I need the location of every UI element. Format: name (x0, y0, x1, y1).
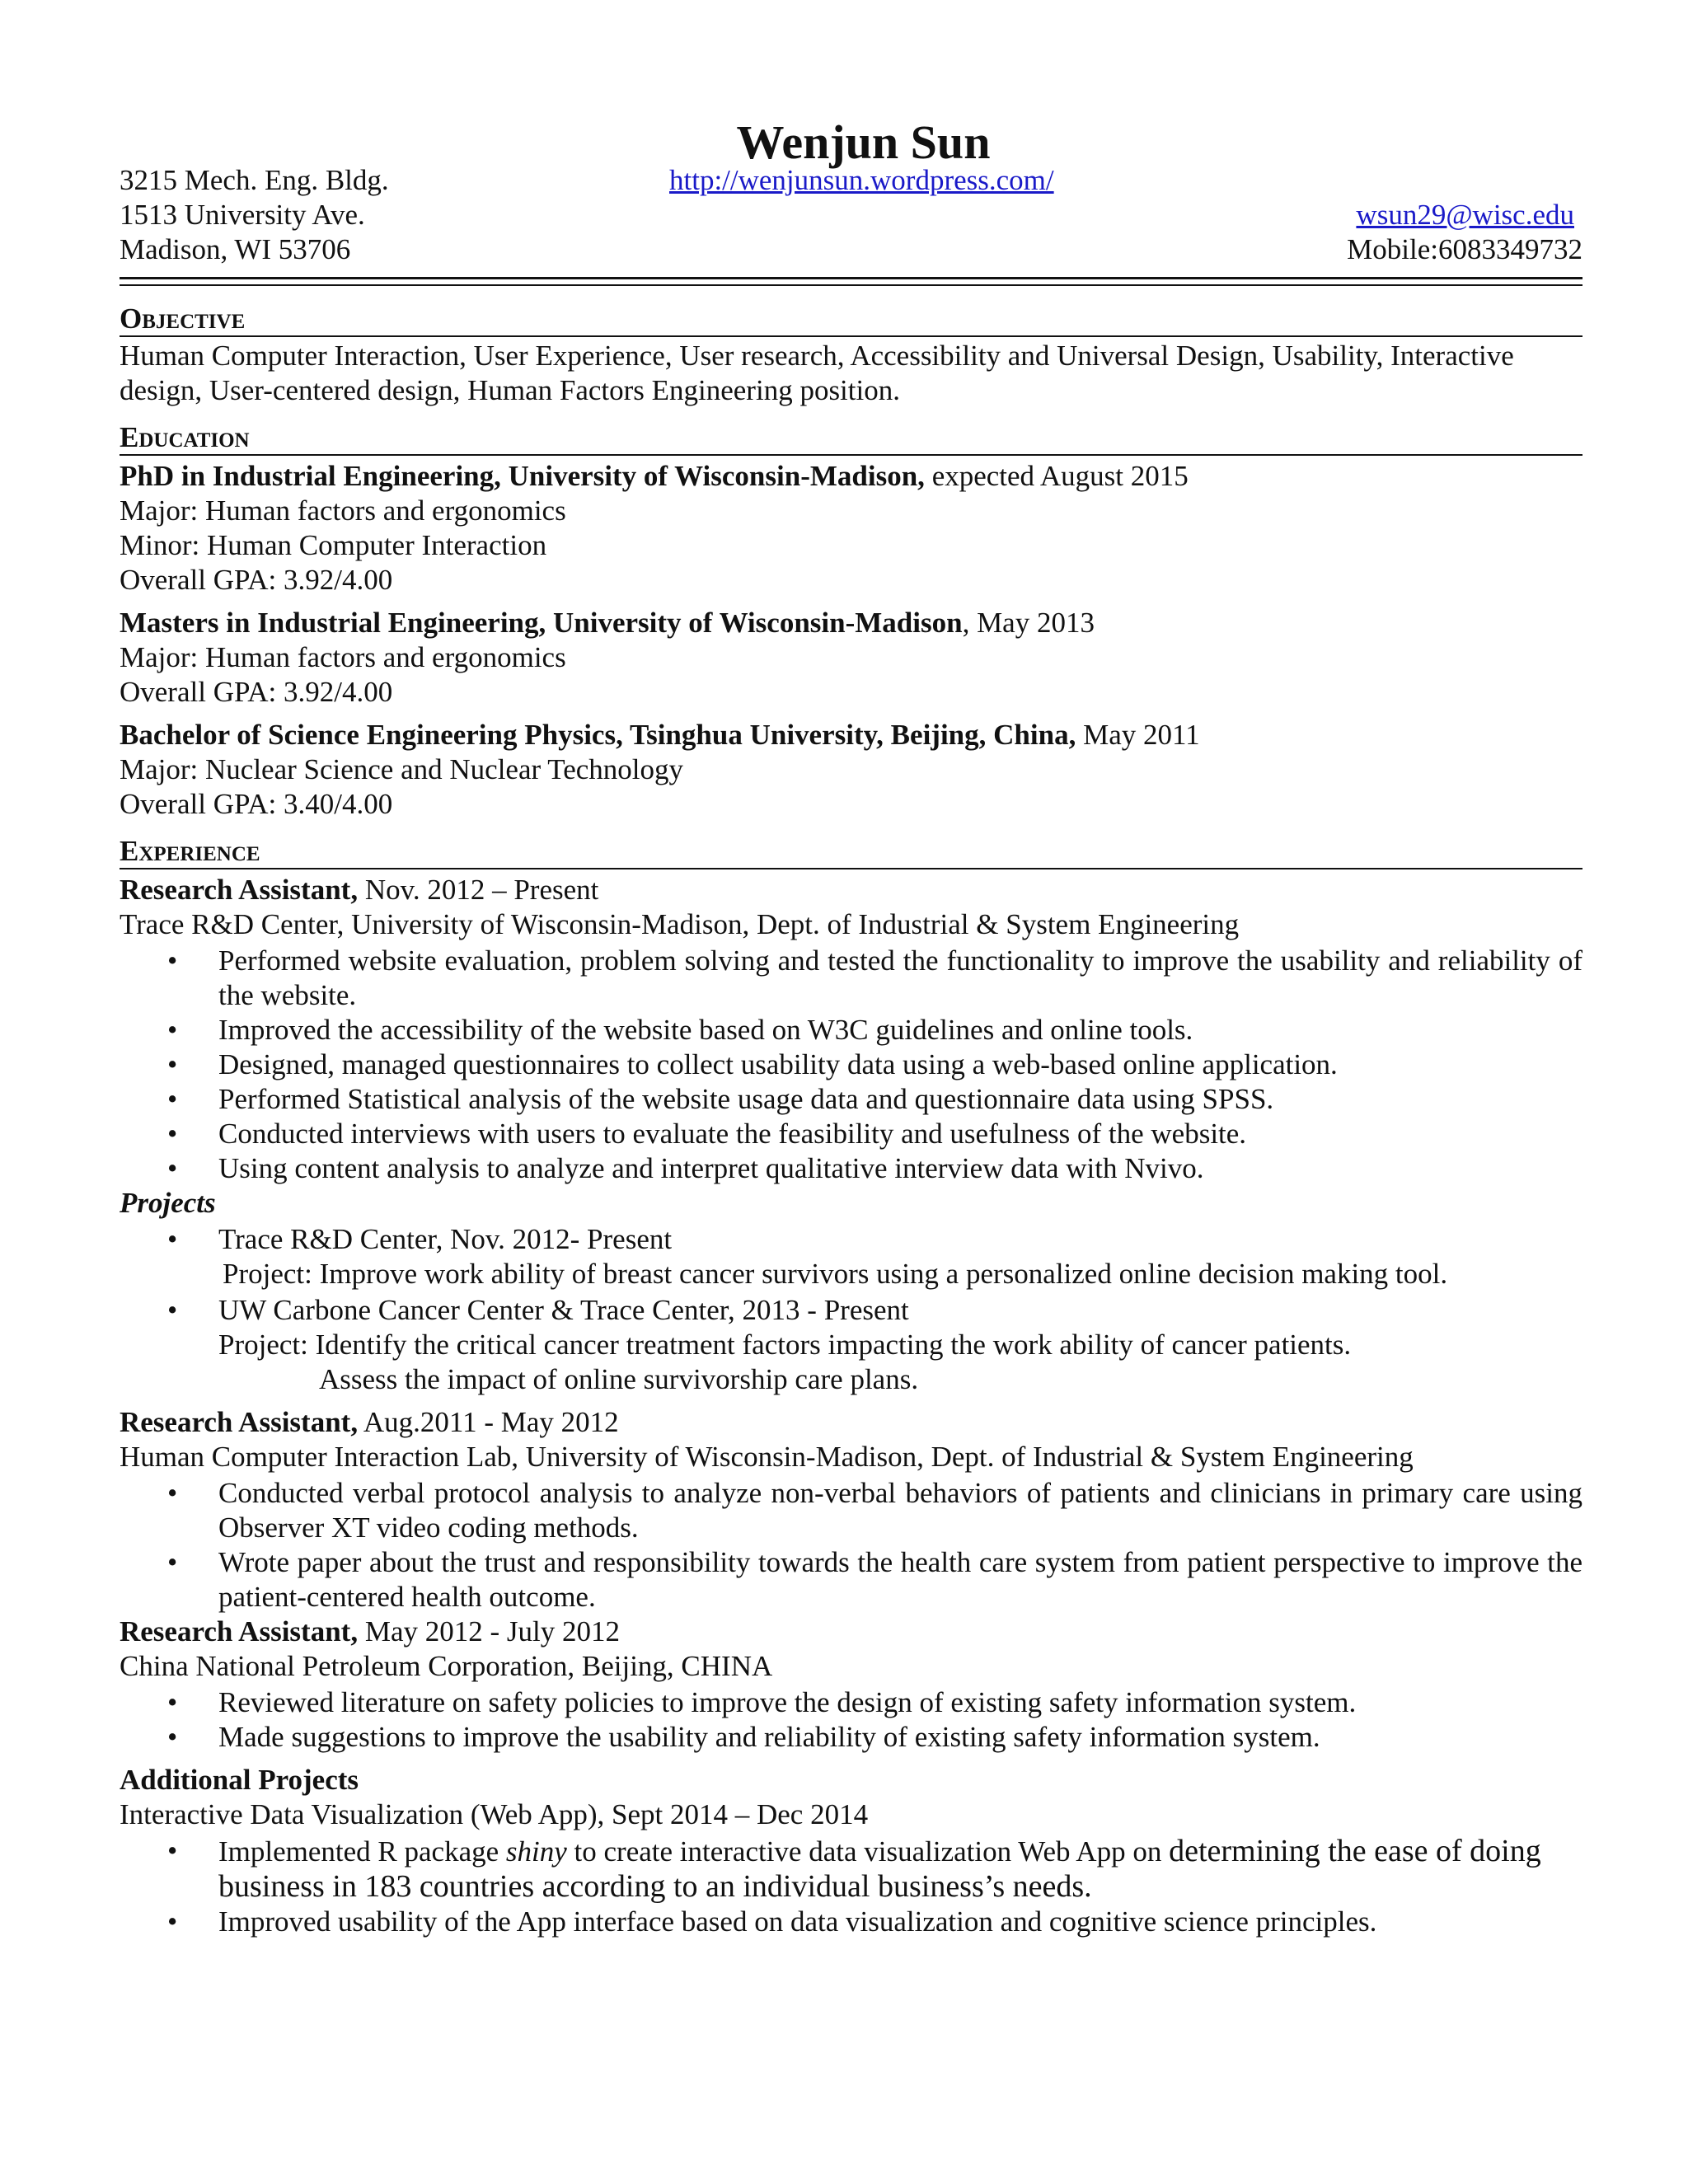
bullet-icon: • (167, 1118, 178, 1150)
bullet-icon: • (167, 1477, 178, 1509)
contact-row-3 (120, 232, 1582, 267)
additional-projects (120, 1763, 1582, 1939)
experience-heading: Experience (120, 835, 1582, 869)
header-divider (120, 277, 1582, 286)
masters-gpa: Overall GPA: 3.92/4.00 (120, 676, 393, 708)
address-line-3: Madison, WI 53706 (120, 233, 351, 265)
phd-date: expected August 2015 (924, 460, 1189, 492)
address-line-1: 3215 Mech. Eng. Bldg. (120, 164, 389, 196)
email-link[interactable]: wsun29@wisc.edu (1356, 199, 1574, 231)
list-item: • Made suggestions to improve the usability and reliability of existing safety information system. (167, 1721, 1320, 1753)
job1-bullets (120, 944, 1582, 1186)
phd-gpa: Overall GPA: 3.92/4.00 (120, 564, 393, 596)
bullet-icon: • (167, 944, 178, 977)
list-item: • Performed website evaluation, problem solving and tested the functionality to improve the usability and reliability of the website. (167, 944, 1582, 1011)
list-item: • Implemented R package shiny to create interactive data visualization Web App on determining the ease of doing business in 183 countries according to an individual business’s needs. (167, 1834, 1541, 1904)
address-line-2: 1513 University Ave. (120, 199, 365, 231)
bullet-icon: • (167, 1294, 178, 1326)
objective-heading: Objective (120, 302, 1582, 337)
projects-heading: Projects (120, 1187, 216, 1219)
bullet-icon: • (167, 1048, 178, 1080)
additional-projects-heading: Additional Projects (120, 1764, 359, 1796)
bullet-icon: • (167, 1083, 178, 1115)
masters-degree: Masters in Industrial Engineering, University of Wisconsin-Madison (120, 607, 963, 639)
projects-block (120, 1186, 1582, 1397)
project-2-description: Project: Identify the critical cancer treatment factors impacting the work ability of cancer patients. (218, 1329, 1352, 1361)
job2-org: Human Computer Interaction Lab, University of Wisconsin-Madison, Dept. of Industrial & System Engineering (120, 1441, 1414, 1473)
masters-date: , May 2013 (962, 607, 1095, 639)
list-item: • UW Carbone Cancer Center & Trace Center, 2013 - Present (167, 1294, 909, 1326)
job2-date: Aug.2011 - May 2012 (358, 1406, 619, 1438)
bullet-icon: • (167, 1014, 178, 1046)
bullet-icon: • (167, 1223, 178, 1255)
list-item: • Reviewed literature on safety policies to improve the design of existing safety information system. (167, 1686, 1357, 1718)
bachelor-degree: Bachelor of Science Engineering Physics, Tsinghua University, Beijing, China, (120, 719, 1076, 751)
phd-minor: Minor: Human Computer Interaction (120, 529, 547, 561)
job3-org: China National Petroleum Corporation, Beijing, CHINA (120, 1650, 773, 1682)
website-link[interactable]: http://wenjunsun.wordpress.com/ (669, 164, 1054, 196)
list-item: • Improved usability of the App interface based on data visualization and cognitive science principles. (167, 1905, 1377, 1938)
bullet-icon: • (167, 1152, 178, 1184)
bullet-icon: • (167, 1721, 178, 1753)
bachelor-major: Major: Nuclear Science and Nuclear Technology (120, 753, 683, 785)
job2-title: Research Assistant, (120, 1406, 359, 1438)
masters-major: Major: Human factors and ergonomics (120, 641, 566, 673)
experience-job-1 (120, 873, 1582, 1186)
experience-job-2 (120, 1405, 1582, 1615)
additional-project-title: Interactive Data Visualization (Web App), Sept 2014 – Dec 2014 (120, 1798, 869, 1830)
bullet-icon: • (167, 1905, 178, 1938)
job1-title: Research Assistant, (120, 874, 359, 906)
phd-degree: PhD in Industrial Engineering, University of Wisconsin-Madison, (120, 460, 925, 492)
list-item: • Conducted verbal protocol analysis to analyze non-verbal behaviors of patients and clinicians in primary care using Observer XT video coding methods. (167, 1477, 1582, 1544)
project-1-description: Project: Improve work ability of breast cancer survivors using a personalized online decision making tool. (223, 1258, 1448, 1290)
bullet-icon: • (167, 1686, 178, 1718)
job1-org: Trace R&D Center, University of Wisconsin-Madison, Dept. of Industrial & System Engineering (120, 908, 1240, 940)
job2-bullets (120, 1476, 1582, 1615)
job3-title: Research Assistant, (120, 1615, 359, 1647)
list-item: • Performed Statistical analysis of the website usage data and questionnaire data using SPSS. (167, 1083, 1274, 1115)
education-bachelor (120, 718, 1582, 822)
list-item: • Wrote paper about the trust and responsibility towards the health care system from patient perspective to improve the patient-centered health outcome. (167, 1546, 1582, 1613)
experience-job-3 (120, 1615, 1582, 1755)
bachelor-date: May 2011 (1076, 719, 1200, 751)
project-2-description-2: Assess the impact of online survivorship care plans. (319, 1363, 919, 1395)
education-heading: Education (120, 421, 1582, 456)
bullet-icon: • (167, 1546, 178, 1578)
job3-date: May 2012 - July 2012 (358, 1615, 620, 1647)
education-phd (120, 459, 1582, 598)
job3-bullets (120, 1685, 1582, 1755)
objective-text: Human Computer Interaction, User Experience, User research, Accessibility and Universal Design, Usability, Interactive design, User-centered design, Human Factors Engineering position. (120, 340, 1514, 406)
list-item: • Conducted interviews with users to evaluate the feasibility and usefulness of the website. (167, 1118, 1247, 1150)
mobile-number: Mobile:6083349732 (1347, 233, 1582, 265)
job1-date: Nov. 2012 – Present (358, 874, 599, 906)
list-item: • Designed, managed questionnaires to collect usability data using a web-based online application. (167, 1048, 1338, 1080)
candidate-name: Wenjun Sun (736, 115, 991, 169)
additional-bullets (120, 1834, 1582, 1939)
list-item: • Using content analysis to analyze and interpret qualitative interview data with Nvivo. (167, 1152, 1204, 1184)
projects-list-2 (120, 1293, 1582, 1328)
education-masters (120, 606, 1582, 710)
phd-major: Major: Human factors and ergonomics (120, 494, 566, 527)
contact-row-2 (120, 198, 1582, 232)
list-item: • Improved the accessibility of the website based on W3C guidelines and online tools. (167, 1014, 1193, 1046)
list-item: • Trace R&D Center, Nov. 2012- Present (167, 1223, 673, 1255)
contact-row-1 (120, 163, 1582, 198)
bullet-icon: • (167, 1835, 178, 1867)
bachelor-gpa: Overall GPA: 3.40/4.00 (120, 788, 393, 820)
resume-content (120, 115, 1582, 1939)
projects-list (120, 1222, 1582, 1257)
